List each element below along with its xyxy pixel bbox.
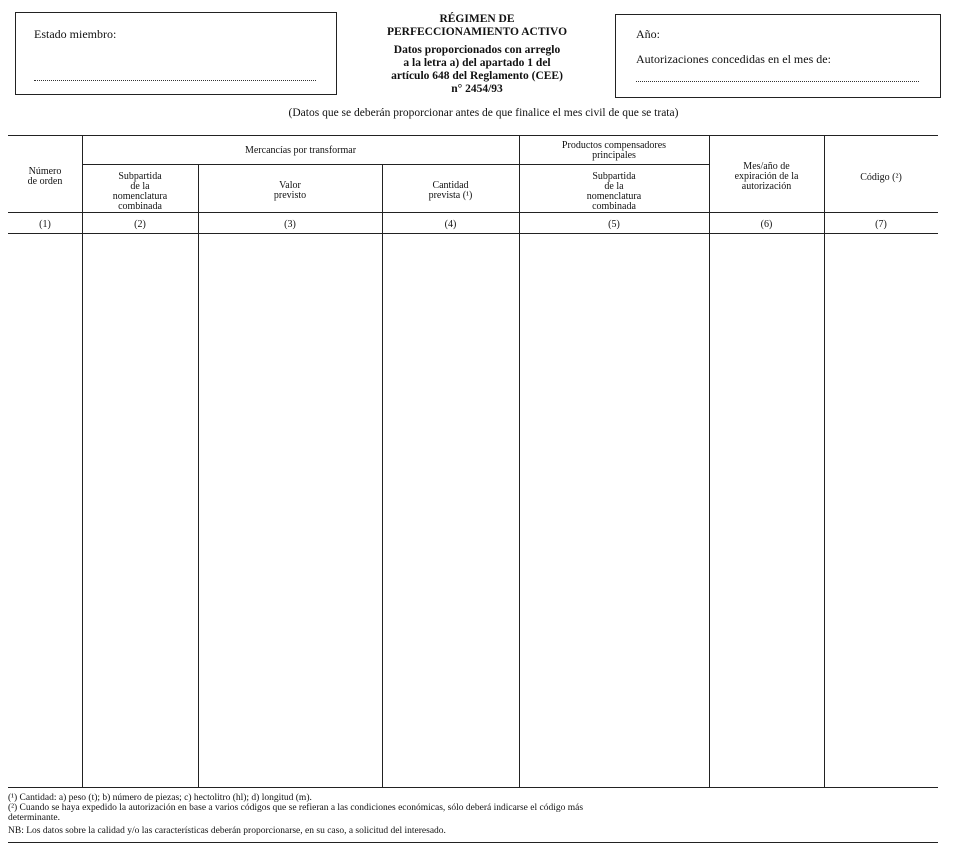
- month-label: Autorizaciones concedidas en el mes de:: [636, 52, 831, 66]
- col-number-4: (4): [444, 219, 457, 230]
- col-header-value: Valor previsto: [273, 180, 307, 201]
- member-state-box: [15, 12, 337, 95]
- col-number-7: (7): [875, 219, 887, 230]
- col-header-subheading-goods: Subpartida de la nomenclatura combinada: [112, 171, 168, 212]
- form-title: RÉGIMEN DE PERFECCIONAMIENTO ACTIVO: [386, 13, 568, 38]
- col-header-code: Código (²): [860, 172, 902, 183]
- col-number-5: (5): [608, 219, 620, 230]
- col-header-quantity: Cantidad prevista (¹): [428, 180, 473, 201]
- col-header-subheading-products: Subpartida de la nomenclatura combinada: [586, 171, 642, 212]
- table-body-entry-area[interactable]: [8, 234, 938, 786]
- footnote-nb: NB: Los datos sobre la calidad y/o las características deberán proporcionarse, en su caso, a solicitud del interesado.: [8, 826, 446, 836]
- col-number-2: (2): [134, 219, 146, 230]
- footnote-2: (²) Cuando se haya expedido la autorización en base a varios códigos que se refieran a las condiciones económicas, sólo deberá indicarse el código más: [8, 803, 584, 813]
- table-bottom-border: [8, 787, 938, 788]
- col-number-1: (1): [39, 219, 51, 230]
- col-number-6: (6): [760, 219, 773, 230]
- member-state-field[interactable]: [34, 80, 316, 81]
- deadline-note: (Datos que se deberán proporcionar antes de que finalice el mes civil de que se trata): [288, 107, 679, 119]
- page-bottom-rule: [8, 842, 938, 843]
- footnote-1: (¹) Cantidad: a) peso (t); b) número de piezas; c) hectolitro (hl); d) longitud (m).: [8, 793, 312, 803]
- group-goods-header: Mercancías por transformar: [244, 145, 357, 156]
- month-field[interactable]: [636, 81, 919, 82]
- header-bottom-line: [8, 212, 938, 213]
- group-subheader-line: [82, 164, 709, 165]
- table-top-border: [8, 135, 938, 136]
- col-number-3: (3): [284, 219, 296, 230]
- form-subtitle: Datos proporcionados con arreglo a la letra a) del apartado 1 del artículo 648 del Reglamento (CEE) n° 2454/93: [391, 44, 563, 95]
- group-products-header: Productos compensadores principales: [561, 140, 667, 161]
- member-state-label: Estado miembro:: [34, 27, 117, 41]
- col-header-order-number: Número de orden: [27, 166, 63, 187]
- year-label: Año:: [636, 27, 660, 41]
- col-header-expiry: Mes/año de expiración de la autorización: [734, 161, 799, 192]
- footnote-2-continued: determinante.: [8, 813, 60, 823]
- period-box: [615, 14, 941, 98]
